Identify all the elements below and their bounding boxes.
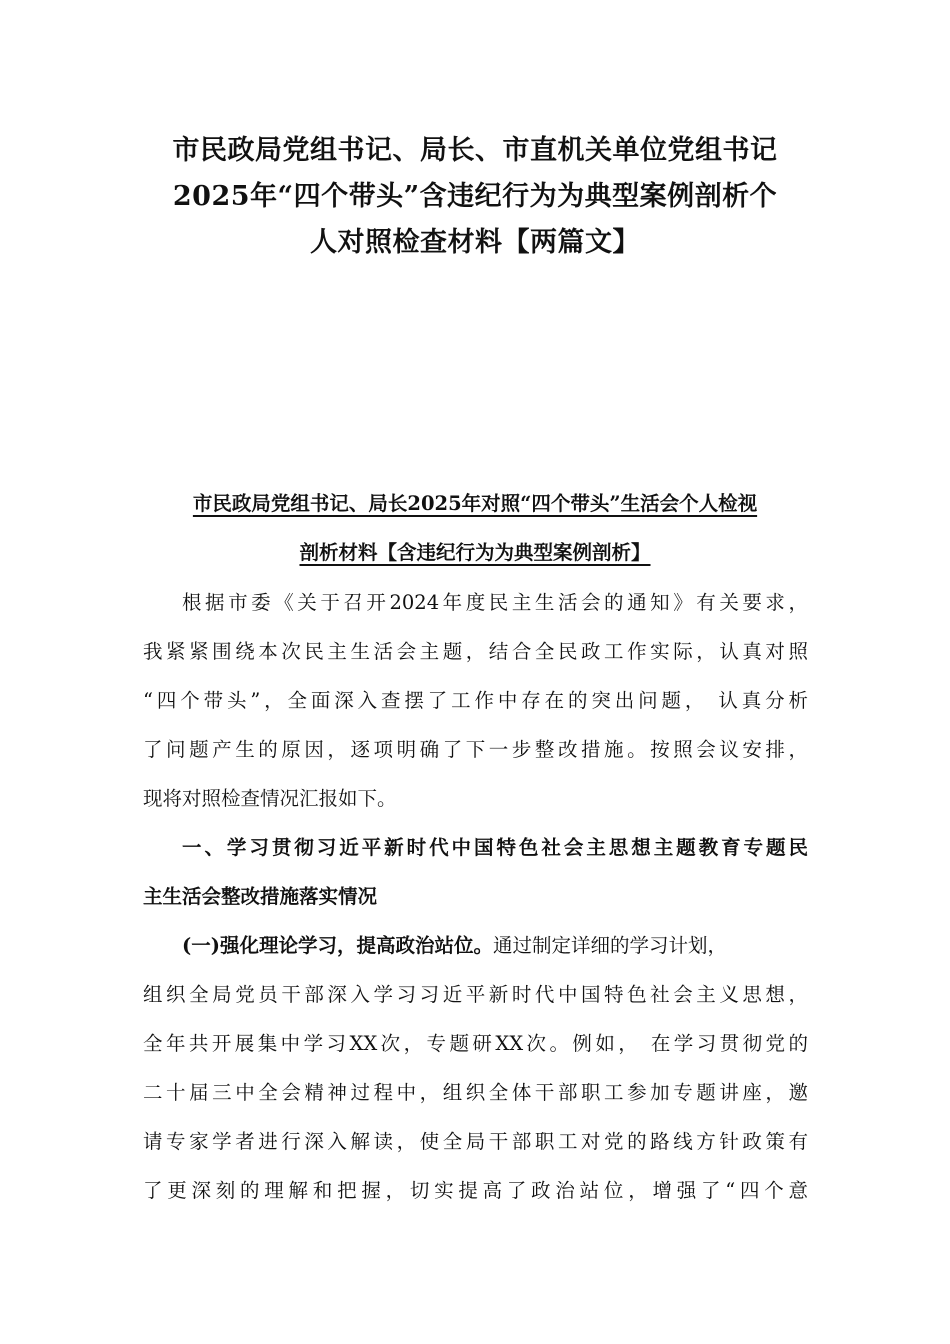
- sub-title-line: 市民政局党组书记、局长2025年对照“四个带头”生活会个人检视: [192, 492, 758, 515]
- sub-title-line: 剖析材料【含违纪行为为典型案例剖析】: [299, 541, 651, 564]
- intro-line: 了问题产生的原因，逐项明确了下一步整改措施。按照会议安排，: [143, 738, 808, 761]
- subsection-lead-text: 通过制定详细的学习计划，: [492, 934, 727, 957]
- section-heading-line: 一、学习贯彻习近平新时代中国特色社会主思想主题教育专题民: [182, 836, 808, 859]
- main-title: [140, 128, 810, 266]
- main-title-line: 2025年“四个带头”含违纪行为为典型案例剖析个: [172, 181, 778, 212]
- intro-line: 我紧紧围绕本次民主生活会主题，结合全民政工作实际，认真对照: [143, 640, 808, 663]
- paragraph-line: 全年共开展集中学习XX次，专题研XX次。例如， 在学习贯彻党的: [143, 1032, 808, 1055]
- sub-title: [130, 479, 820, 577]
- intro-line: 现将对照检查情况汇报如下。: [143, 787, 397, 810]
- main-title-line: 市民政局党组书记、局长、市直机关单位党组书记: [172, 135, 778, 166]
- paragraph-line: 组织全局党员干部深入学习习近平新时代中国特色社会主义思想，: [143, 983, 808, 1006]
- intro-line: “四个带头”，全面深入查摆了工作中存在的突出问题， 认真分析: [143, 689, 808, 712]
- main-title-line: 人对照检查材料【两篇文】: [310, 227, 640, 258]
- paragraph-line: 了更深刻的理解和把握，切实提高了政治站位，增强了“四个意: [143, 1179, 808, 1202]
- paragraph-line: 二十届三中全会精神过程中，组织全体干部职工参加专题讲座，邀: [143, 1081, 808, 1104]
- section-heading-line: 主生活会整改措施落实情况: [143, 885, 378, 908]
- intro-line: 根据市委《关于召开2024年度民主生活会的通知》有关要求，: [182, 591, 808, 614]
- subsection-lead-line: [143, 921, 808, 970]
- subsection-heading: (一)强化理论学习，提高政治站位。: [182, 934, 493, 957]
- paragraph-line: 请专家学者进行深入解读，使全局干部职工对党的路线方针政策有: [143, 1130, 808, 1153]
- body-text: [143, 578, 808, 1215]
